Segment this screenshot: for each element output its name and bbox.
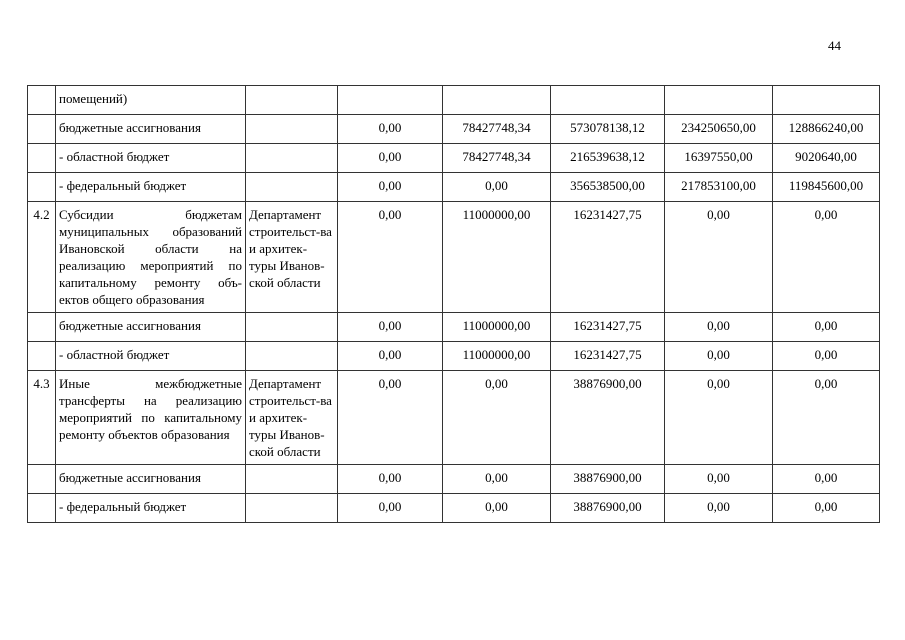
row-value-1: 0,00: [338, 173, 443, 202]
row-name: - областной бюджет: [56, 144, 246, 173]
row-value-4: 217853100,00: [665, 173, 773, 202]
row-value-1: 0,00: [338, 494, 443, 523]
table-row: [28, 342, 880, 371]
row-value-1: 0,00: [338, 202, 443, 313]
row-value-3: 216539638,12: [551, 144, 665, 173]
row-value-1: 0,00: [338, 342, 443, 371]
table-row: [28, 494, 880, 523]
row-value-2: 0,00: [443, 371, 551, 465]
budget-table: [27, 85, 880, 523]
row-value-4: 0,00: [665, 313, 773, 342]
row-value-4: 234250650,00: [665, 115, 773, 144]
row-value-2: 11000000,00: [443, 313, 551, 342]
row-value-5: 0,00: [773, 313, 880, 342]
row-value-5: 0,00: [773, 371, 880, 465]
row-value-3: 38876900,00: [551, 494, 665, 523]
row-value-3: 573078138,12: [551, 115, 665, 144]
row-organization: [246, 173, 338, 202]
row-number: [28, 115, 56, 144]
row-value-5: 0,00: [773, 342, 880, 371]
row-organization: [246, 313, 338, 342]
row-value-5: 128866240,00: [773, 115, 880, 144]
row-value-2: 0,00: [443, 494, 551, 523]
row-organization: Департамент строительст-ва и архитек-туры Иванов-ской области: [246, 202, 338, 313]
row-value-4: 0,00: [665, 202, 773, 313]
table-row: [28, 86, 880, 115]
row-number: [28, 313, 56, 342]
row-value-1: 0,00: [338, 313, 443, 342]
row-value-4: 0,00: [665, 342, 773, 371]
row-number: [28, 465, 56, 494]
row-organization: Департамент строительст-ва и архитек-туры Иванов-ской области: [246, 371, 338, 465]
row-number: [28, 173, 56, 202]
row-name: - федеральный бюджет: [56, 173, 246, 202]
row-name: бюджетные ассигнования: [56, 115, 246, 144]
row-value-4: 0,00: [665, 371, 773, 465]
row-value-3: 38876900,00: [551, 465, 665, 494]
row-value-3: 16231427,75: [551, 202, 665, 313]
row-value-1: 0,00: [338, 144, 443, 173]
table-row: [28, 173, 880, 202]
row-value-2: 0,00: [443, 173, 551, 202]
row-value-2: 78427748,34: [443, 144, 551, 173]
row-value-1: 0,00: [338, 115, 443, 144]
row-value-4: 0,00: [665, 494, 773, 523]
row-value-4: 0,00: [665, 465, 773, 494]
row-value-3: 16231427,75: [551, 342, 665, 371]
row-organization: [246, 86, 338, 115]
row-value-5: 0,00: [773, 494, 880, 523]
row-value-2: 11000000,00: [443, 202, 551, 313]
row-name: Иные межбюджетные трансферты на реализацию мероприятий по капитальному ремонту объектов образования: [56, 371, 246, 465]
row-value-2: [443, 86, 551, 115]
table-row: [28, 115, 880, 144]
row-organization: [246, 144, 338, 173]
row-name: Субсидии бюджетам муниципальных образований Ивановской области на реализацию мероприятий по капитальному ремонту объ-ектов общего образования: [56, 202, 246, 313]
row-value-3: 356538500,00: [551, 173, 665, 202]
row-name: - федеральный бюджет: [56, 494, 246, 523]
row-organization: [246, 494, 338, 523]
row-value-5: 0,00: [773, 202, 880, 313]
row-number: 4.3: [28, 371, 56, 465]
row-number: [28, 342, 56, 371]
row-value-5: [773, 86, 880, 115]
row-value-5: 119845600,00: [773, 173, 880, 202]
row-organization: [246, 465, 338, 494]
row-value-1: 0,00: [338, 371, 443, 465]
row-name: бюджетные ассигнования: [56, 313, 246, 342]
table-row: [28, 313, 880, 342]
row-number: 4.2: [28, 202, 56, 313]
table-row: [28, 202, 880, 313]
row-value-3: [551, 86, 665, 115]
table-row: [28, 465, 880, 494]
row-value-2: 11000000,00: [443, 342, 551, 371]
row-value-1: [338, 86, 443, 115]
row-value-4: [665, 86, 773, 115]
row-number: [28, 144, 56, 173]
row-number: [28, 86, 56, 115]
row-value-2: 0,00: [443, 465, 551, 494]
row-name: бюджетные ассигнования: [56, 465, 246, 494]
row-number: [28, 494, 56, 523]
row-organization: [246, 342, 338, 371]
row-name: помещений): [56, 86, 246, 115]
page-number: 44: [828, 38, 841, 53]
row-value-3: 16231427,75: [551, 313, 665, 342]
row-name: - областной бюджет: [56, 342, 246, 371]
row-value-5: 0,00: [773, 465, 880, 494]
table-row: [28, 144, 880, 173]
row-value-5: 9020640,00: [773, 144, 880, 173]
row-value-2: 78427748,34: [443, 115, 551, 144]
table-row: [28, 371, 880, 465]
row-value-4: 16397550,00: [665, 144, 773, 173]
row-value-1: 0,00: [338, 465, 443, 494]
row-value-3: 38876900,00: [551, 371, 665, 465]
row-organization: [246, 115, 338, 144]
